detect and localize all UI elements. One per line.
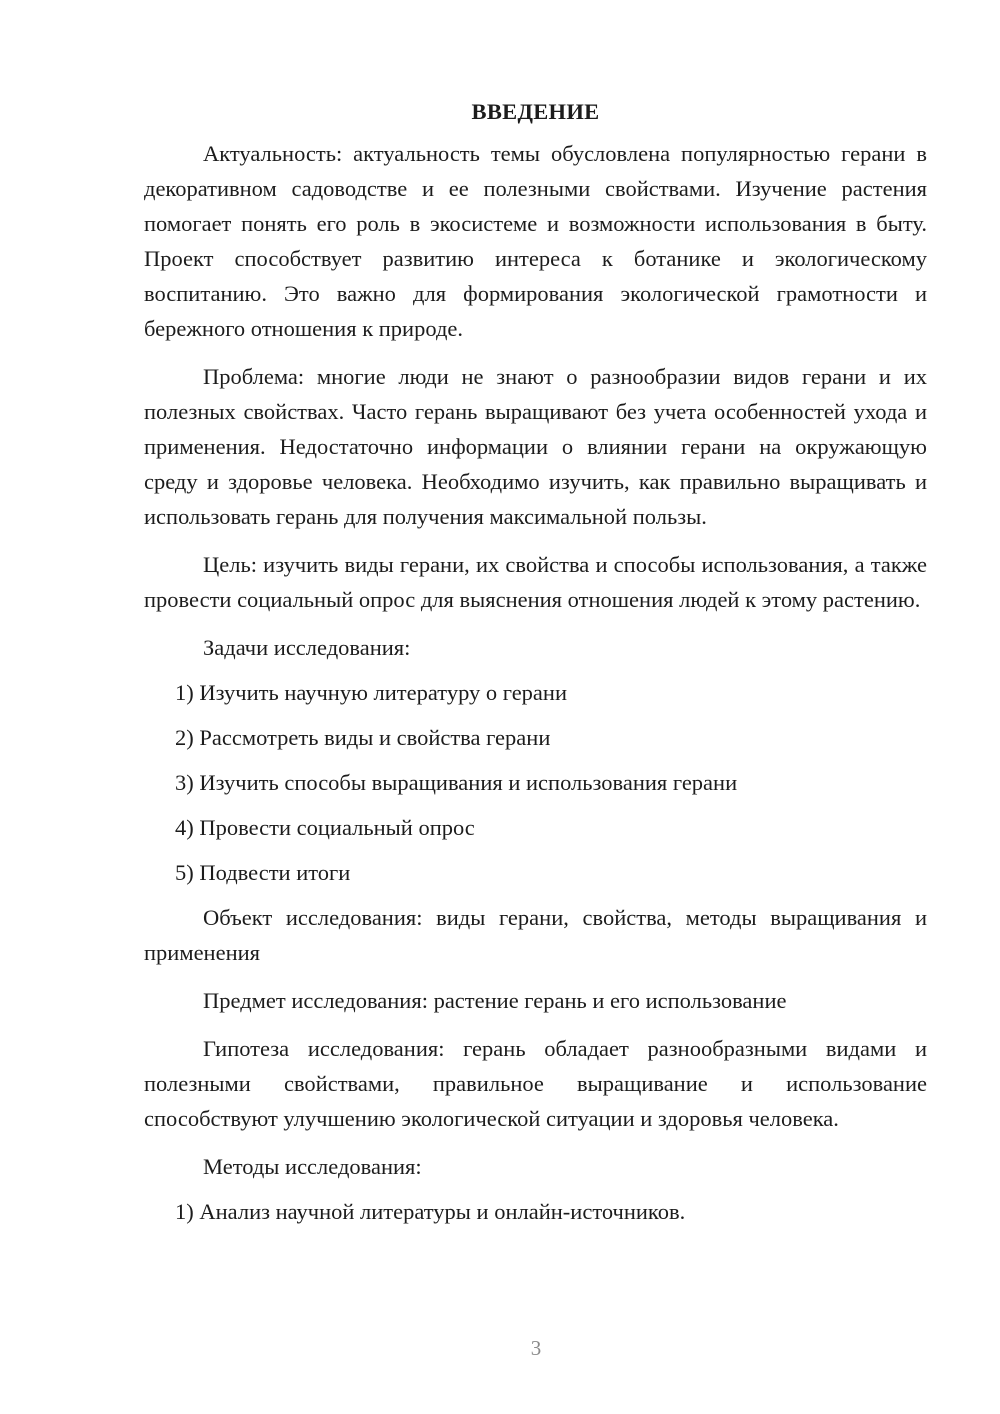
page-number: 3 [530,1336,542,1360]
relevance-paragraph: Актуальность: актуальность темы обусловлена популярностью герани в декоративном садоводстве и ее полезными свойствами. Изучение растения помогает понять его роль в экосистеме и возможности использования в быту. Проект способствует развитию интереса к ботанике и экологическому воспитанию. Это важно для формирования экологической грамотности и бережного отношения к природе. [144,141,927,341]
goal-paragraph: Цель: изучить виды герани, их свойства и способы использования, а также провести социальный опрос для выяснения отношения людей к этому растению. [144,552,927,612]
list-item: 1) Изучить научную литературу о герани [175,680,568,705]
problem-paragraph: Проблема: многие люди не знают о разнообразии видов герани и их полезных свойствах. Часто герань выращивают без учета особенностей ухода и применения. Недостаточно информации о влиянии герани на окружающую среду и здоровье человека. Необходимо изучить, как правильно выращивать и использовать герань для получения максимальной пользы. [144,364,927,529]
list-item: 4) Провести социальный опрос [175,815,475,840]
methods-list [144,1194,927,1229]
page-content [144,94,927,1239]
list-item: 1) Анализ научной литературы и онлайн-источников. [175,1199,686,1224]
tasks-list [144,675,927,890]
section-title: ВВЕДЕНИЕ [471,99,600,124]
methods-heading: Методы исследования: [203,1154,422,1179]
tasks-heading: Задачи исследования: [203,635,411,660]
subject-paragraph: Предмет исследования: растение герань и его использование [203,988,787,1013]
object-paragraph: Объект исследования: виды герани, свойства, методы выращивания и применения [144,905,927,965]
list-item: 5) Подвести итоги [175,860,351,885]
list-item: 2) Рассмотреть виды и свойства герани [175,725,551,750]
hypothesis-paragraph: Гипотеза исследования: герань обладает разнообразными видами и полезными свойствами, правильное выращивание и использование способствуют улучшению экологической ситуации и здоровья человека. [144,1036,927,1131]
list-item: 3) Изучить способы выращивания и использования герани [175,770,738,795]
